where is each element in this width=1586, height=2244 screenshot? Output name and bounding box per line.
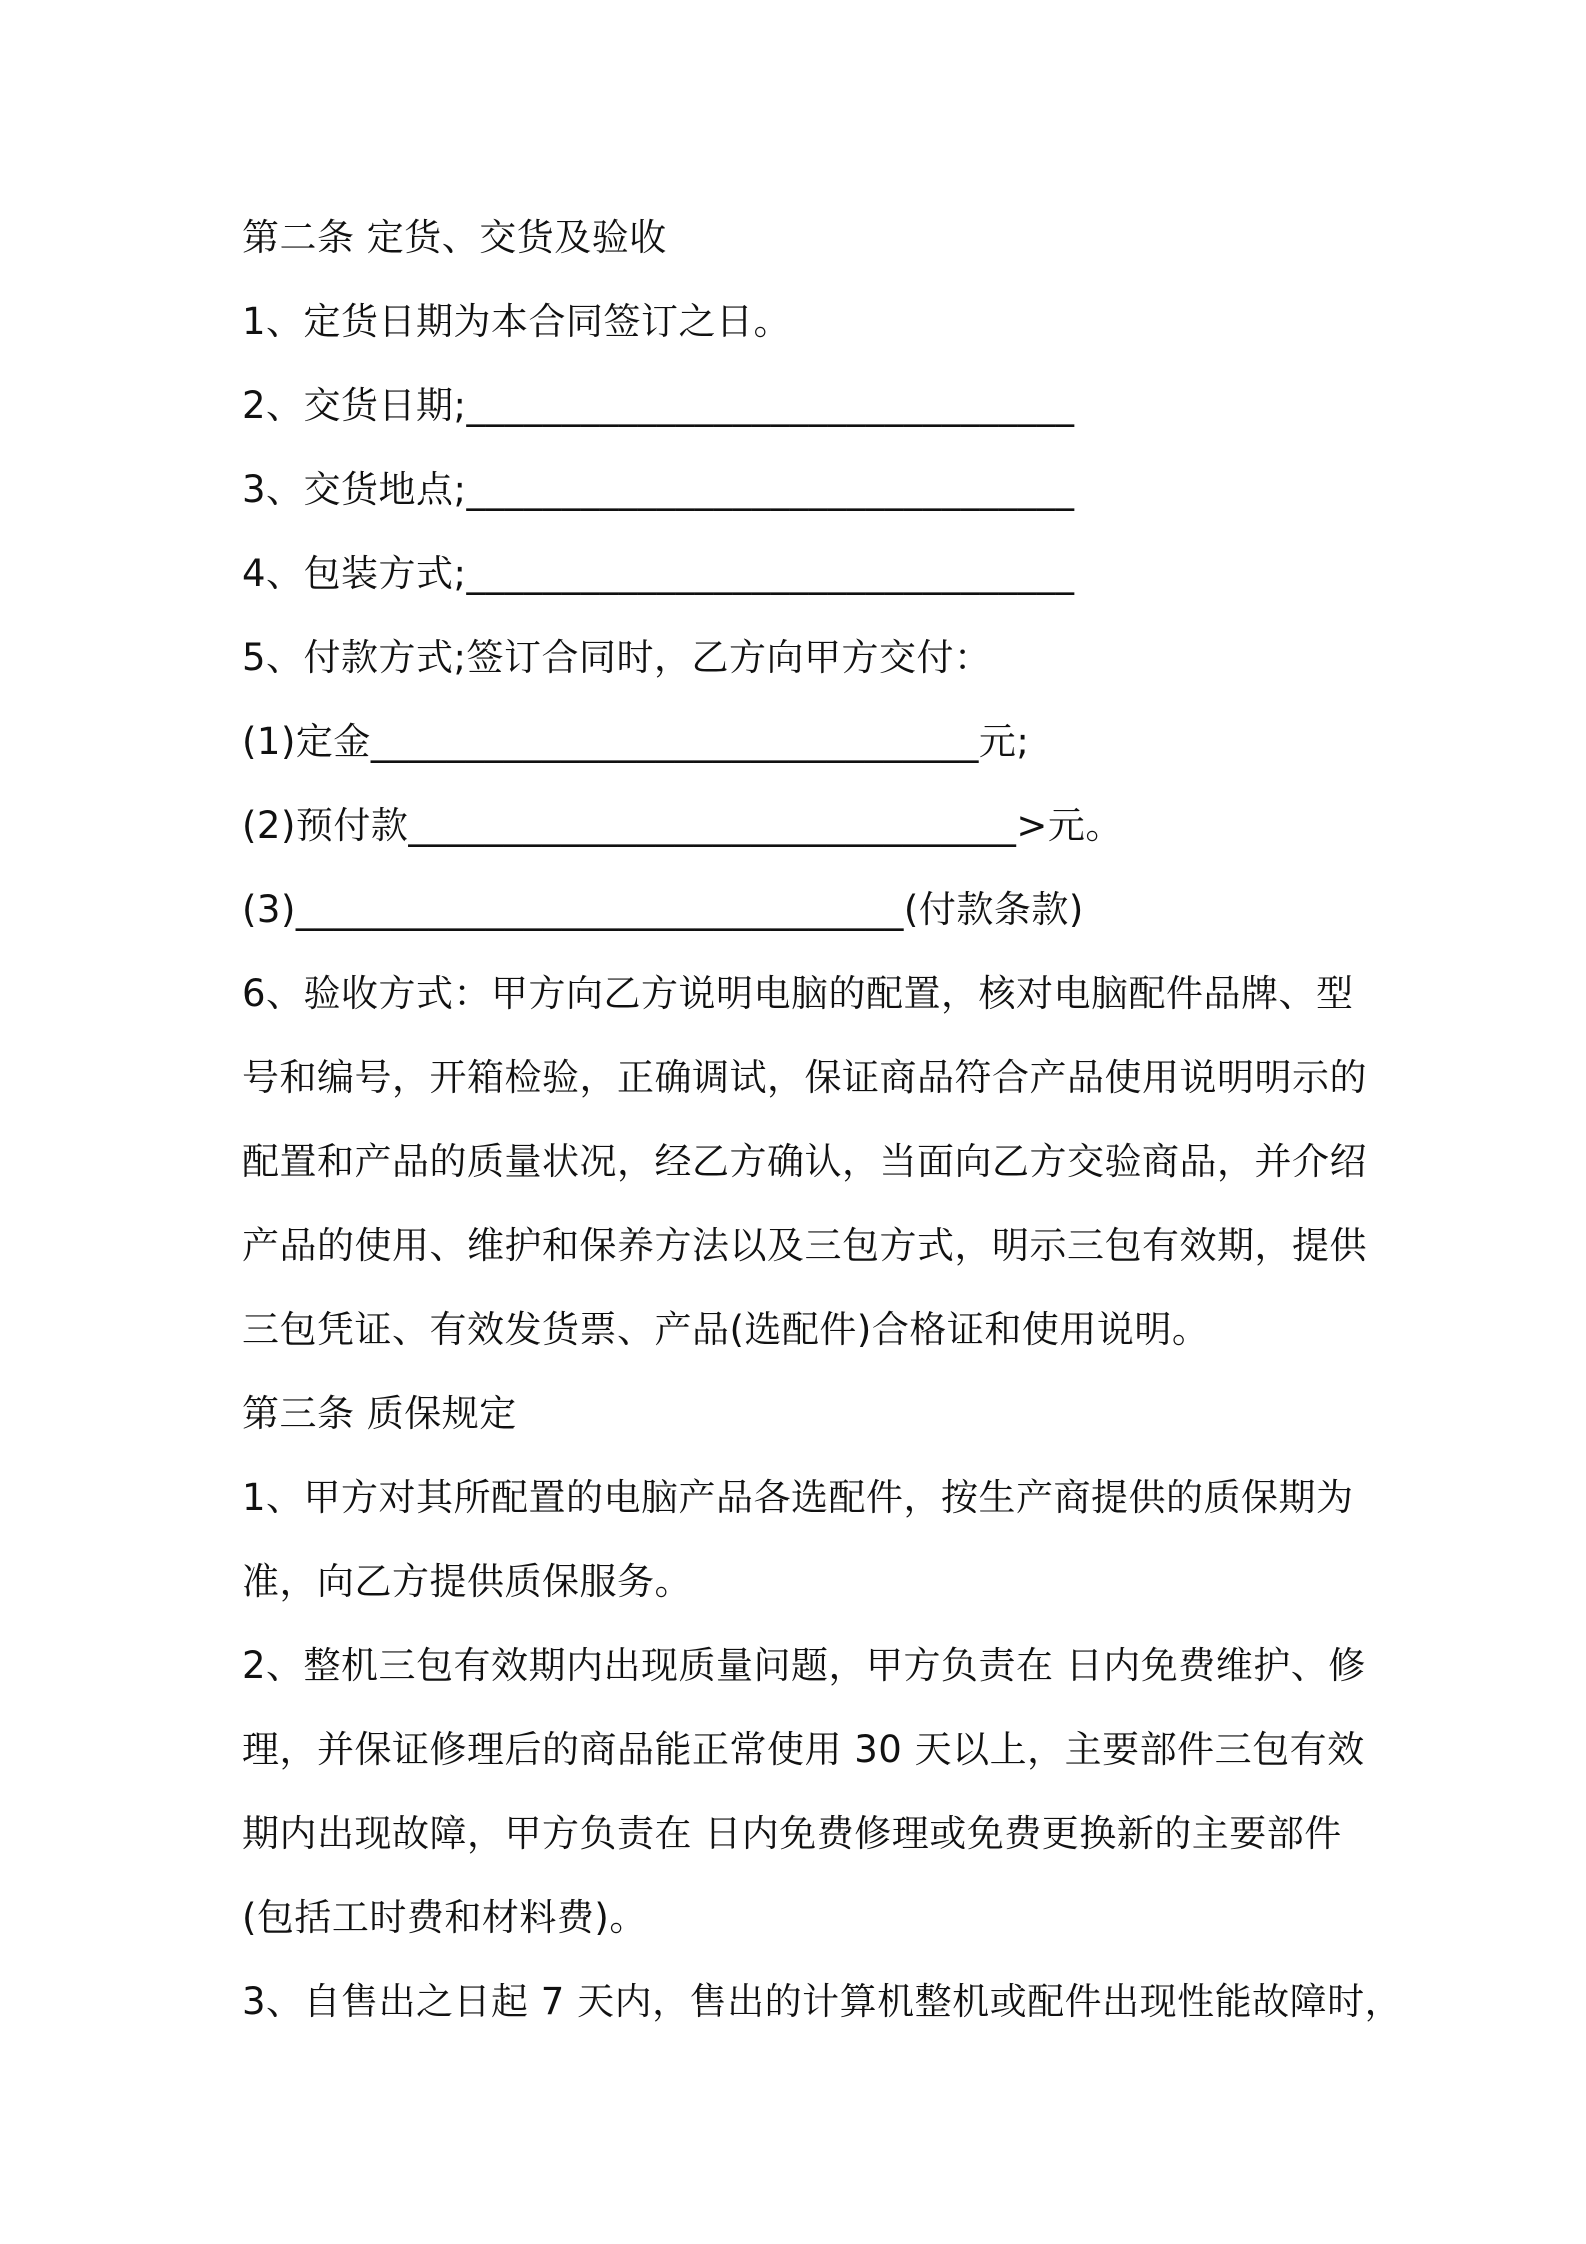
paragraph-line: 配置和产品的质量状况，经乙方确认，当面向乙方交验商品，并介绍 <box>242 1140 1367 1183</box>
paragraph-line: 6、验收方式：甲方向乙方说明电脑的配置，核对电脑配件品牌、型 <box>242 972 1354 1015</box>
clause-line: (1)定金________________________________元; <box>242 720 1030 763</box>
clause-line: (2)预付款________________________________>元。 <box>242 804 1123 847</box>
paragraph-line: 产品的使用、维护和保养方法以及三包方式，明示三包有效期，提供 <box>242 1224 1367 1267</box>
paragraph-line: 2、整机三包有效期内出现质量问题，甲方负责在 日内免费维护、修 <box>242 1644 1366 1687</box>
section-heading-3: 第三条 质保规定 <box>242 1392 517 1435</box>
paragraph-line: 三包凭证、有效发货票、产品(选配件)合格证和使用说明。 <box>242 1308 1210 1351</box>
paragraph-line: 号和编号，开箱检验，正确调试，保证商品符合产品使用说明明示的 <box>242 1056 1367 1099</box>
clause-line: 3、交货地点;________________________________ <box>242 468 1075 511</box>
clause-line: 1、定货日期为本合同签订之日。 <box>242 300 792 343</box>
paragraph-line: 期内出现故障，甲方负责在 日内免费修理或免费更换新的主要部件 <box>242 1812 1342 1855</box>
paragraph-line: 准，向乙方提供质保服务。 <box>242 1560 692 1603</box>
paragraph-line: 1、甲方对其所配置的电脑产品各选配件，按生产商提供的质保期为 <box>242 1476 1354 1519</box>
clause-line: 5、付款方式;签订合同时，乙方向甲方交付： <box>242 636 992 679</box>
section-heading-2: 第二条 定货、交货及验收 <box>242 216 667 259</box>
clause-line: 4、包装方式;________________________________ <box>242 552 1075 595</box>
clause-line: 2、交货日期;________________________________ <box>242 384 1075 427</box>
clause-line: (3)________________________________(付款条款) <box>242 888 1084 931</box>
contract-text <box>242 196 1403 2044</box>
paragraph-line: 3、自售出之日起 7 天内，售出的计算机整机或配件出现性能故障时， <box>242 1980 1403 2023</box>
paragraph-line: 理，并保证修理后的商品能正常使用 30 天以上，主要部件三包有效 <box>242 1728 1365 1771</box>
paragraph-line: (包括工时费和材料费)。 <box>242 1896 647 1939</box>
